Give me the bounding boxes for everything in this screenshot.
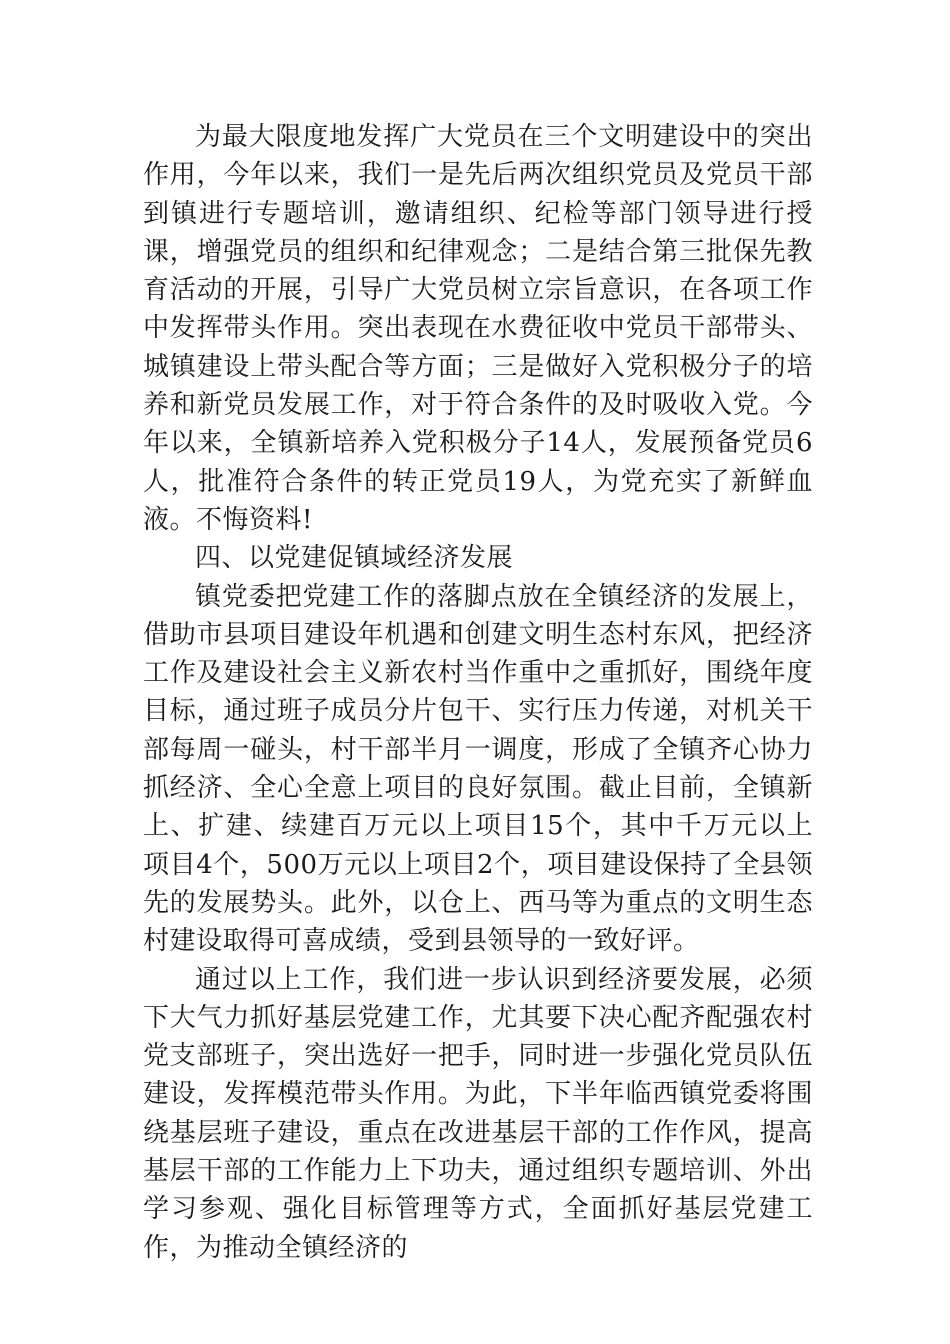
paragraph-economic-development: 镇党委把党建工作的落脚点放在全镇经济的发展上，借助市县项目建设年机遇和创建文明生态村东风，把经济工作及建设社会主义新农村当作重中之重抓好，围绕年度目标，通过班子成员分片包干、实行压力传递，对机关干部每周一碰头，村干部半月一调度，形成了全镇齐心协力抓经济、全心全意上项目的良好氛围。截止目前，全镇新上、扩建、续建百万元以上项目15个，其中千万元以上项目4个，500万元以上项目2个，项目建设保持了全县领先的发展势头。此外，以仓上、西马等为重点的文明生态村建设取得可喜成绩，受到县领导的一致好评。 bbox=[143, 581, 813, 957]
paragraph-conclusion: 通过以上工作，我们进一步认识到经济要发展，必须下大气力抓好基层党建工作，尤其要下决心配齐配强农村党支部班子，突出选好一把手，同时进一步强化党员队伍建设，发挥模范带头作用。为此，下半年临西镇党委将围绕基层班子建设，重点在改进基层干部的工作作风，提高基层干部的工作能力上下功夫，通过组织专题培训、外出学习参观、强化目标管理等方式，全面抓好基层党建工作，为推动全镇经济的 bbox=[143, 964, 813, 1263]
document-body bbox=[143, 118, 813, 1267]
section-heading-economy: 四、以党建促镇域经济发展 bbox=[195, 543, 514, 574]
paragraph-party-member-role: 为最大限度地发挥广大党员在三个文明建设中的突出作用，今年以来，我们一是先后两次组织党员及党员干部到镇进行专题培训，邀请组织、纪检等部门领导进行授课，增强党员的组织和纪律观念；二是结合第三批保先教育活动的开展，引导广大党员树立宗旨意识，在各项工作中发挥带头作用。突出表现在水费征收中党员干部带头、城镇建设上带头配合等方面；三是做好入党积极分子的培养和新党员发展工作，对于符合条件的及时吸收入党。今年以来，全镇新培养入党积极分子14人，发展预备党员6人，批准符合条件的转正党员19人，为党充实了新鲜血液。不悔资料! bbox=[143, 122, 813, 535]
